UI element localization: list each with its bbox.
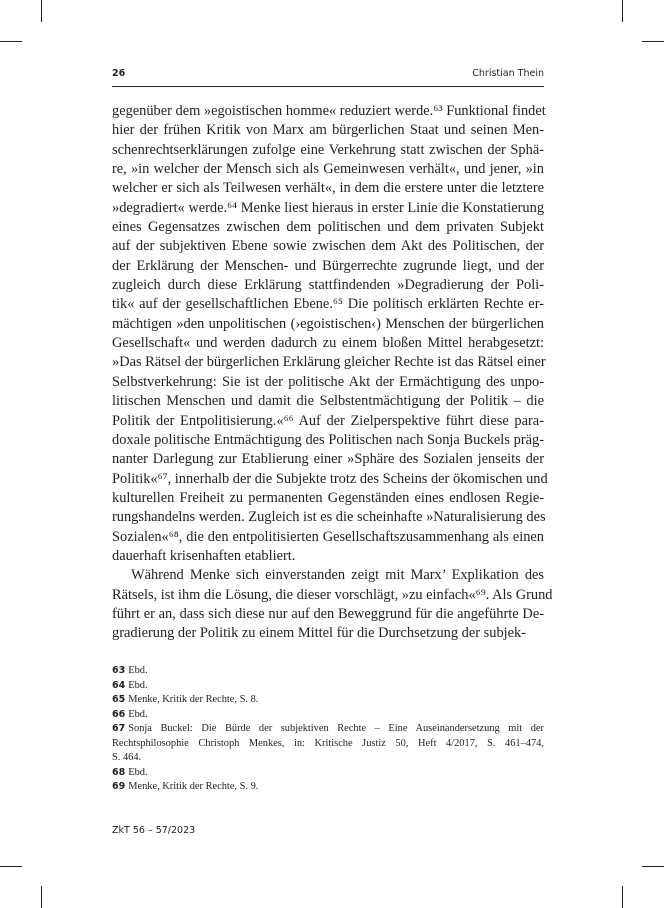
footnote-text: Menke, Kritik der Rechte, S. 8. xyxy=(128,694,259,705)
crop-mark xyxy=(622,0,623,22)
header-rule xyxy=(112,86,544,87)
footnote-number: 66 xyxy=(112,708,126,720)
running-head-author: Christian Thein xyxy=(472,68,544,79)
footnote-number: 64 xyxy=(112,679,126,691)
body-line: tik« auf der gesellschaftlichen Ebene.⁶⁵ Die politisch erklärten Rechte er- xyxy=(112,296,544,313)
footnote-line xyxy=(112,693,544,708)
body-line: welcher er sich als Teilwesen verhält«, in dem die erstere unter die letztere xyxy=(112,180,544,197)
footnote-line xyxy=(112,722,544,737)
body-line: hier der frühen Kritik von Marx am bürgerlichen Staat und seinen Men- xyxy=(112,122,544,139)
body-line: zugleich durch diese Erklärung stattfindenden »Degradierung der Poli- xyxy=(112,277,544,294)
body-line: doxale politische Entmächtigung des Politischen nach Sonja Buckels präg- xyxy=(112,431,544,448)
body-line: gradierung der Politik zu einem Mittel für die Durchsetzung der subjek- xyxy=(112,625,527,642)
body-line: gegenüber dem »egoistischen homme« reduziert werde.⁶³ Funktional findet xyxy=(112,103,546,119)
body-line: der Erklärung der Menschen- und Bürgerrechte zugrunde liegt, und der xyxy=(112,257,544,274)
footnote-line xyxy=(112,708,544,723)
footnote-text: S. 464. xyxy=(112,752,142,763)
body-line: litischen Menschen und damit die Selbstentmächtigung der Politik – die xyxy=(112,393,544,410)
footnote-text: Ebd. xyxy=(128,708,148,720)
footnote-text: Sonja Buckel: Die Bürde der subjektiven Rechte – Eine Auseinandersetzung mit der xyxy=(128,723,544,734)
body-line: mächtigen »den unpolitischen (›egoistischen‹) Menschen der bürgerlichen xyxy=(112,315,544,332)
body-line: »degradiert« werde.⁶⁴ Menke liest hieraus in erster Linie die Konstatierung xyxy=(112,199,545,216)
body-line: führt er an, dass sich diese nur auf den Beweggrund für die angeführte De- xyxy=(112,605,544,622)
footnote-line xyxy=(112,737,544,752)
body-line: Gesellschaft« und werden dadurch zu einem bloßen Mittel herabgesetzt: xyxy=(112,335,544,352)
body-line: kulturellen Freiheit zu permanenten Gegenständen eines endlosen Regie- xyxy=(112,489,544,506)
crop-mark xyxy=(642,866,664,867)
footnote xyxy=(112,664,544,679)
footnote-text: Ebd. xyxy=(128,679,148,691)
page-number: 26 xyxy=(112,68,126,79)
body-line: schenrechtserklärungen zufolge eine Verkehrung statt zwischen der Sphä- xyxy=(112,141,544,158)
crop-mark xyxy=(622,886,623,908)
footnote xyxy=(112,693,544,708)
footnote-number: 69 xyxy=(112,781,126,792)
footnote xyxy=(112,780,544,795)
footnotes xyxy=(112,664,544,795)
body-line: »Das Rätsel der bürgerlichen Erklärung gleicher Rechte ist das Rätsel einer xyxy=(112,354,546,371)
footnote xyxy=(112,679,544,694)
footnote-line xyxy=(112,664,544,679)
footnote-number: 63 xyxy=(112,665,126,676)
crop-mark xyxy=(41,0,42,22)
footnote xyxy=(112,722,544,766)
footnote xyxy=(112,708,544,723)
body-line: eines Gegensatzes zwischen dem politischen und dem privaten Subjekt xyxy=(112,219,544,236)
footnote-line xyxy=(112,780,544,795)
footnote-line xyxy=(112,751,544,766)
footnote-text: Rechtsphilosophie Christoph Menkes, in: Kritische Justiz 50, Heft 4/2017, S. 461–474, xyxy=(112,737,544,749)
crop-mark xyxy=(642,41,664,42)
body-line: nanter Darlegung zur Etablierung einer »Sphäre des Sozialen jenseits der xyxy=(112,451,544,468)
crop-mark xyxy=(0,41,22,42)
body-line: Politik«⁶⁷, innerhalb der die Subjekte trotz des Scheins der ökomischen und xyxy=(112,470,548,487)
body-line: auf der subjektiven Ebene sowie zwischen dem Akt des Politischen, der xyxy=(112,238,544,255)
body-line: dauerhaft krisenhaften etabliert. xyxy=(112,547,296,564)
body-text xyxy=(112,102,553,644)
crop-mark xyxy=(0,866,22,867)
footnote-text: Menke, Kritik der Rechte, S. 9. xyxy=(128,781,259,792)
footnote-text: Ebd. xyxy=(128,665,148,676)
page-footer: ZkT 56 – 57/2023 xyxy=(112,825,196,836)
body-line: Rätsels, ist ihm die Lösung, die dieser vorschlägt, »zu einfach«⁶⁹. Als Grund xyxy=(112,586,553,603)
footnote-number: 68 xyxy=(112,766,126,778)
footnote-number: 67 xyxy=(112,723,126,734)
footnote-number: 65 xyxy=(112,694,126,705)
body-line: Politik der Entpolitisierung.«⁶⁶ Auf der Zielperspektive führt diese para- xyxy=(112,412,544,429)
page-header xyxy=(112,68,544,84)
body-line: Selbstverkehrung: Sie ist der politische Akt der Ermächtigung des unpo- xyxy=(112,373,544,390)
footnote-line xyxy=(112,766,544,781)
footnote xyxy=(112,766,544,781)
footnote-text: Ebd. xyxy=(128,766,148,778)
body-line: Sozialen«⁶⁸, die den entpolitisierten Gesellschaftszusammenhang als einen xyxy=(112,528,544,545)
body-line: rungshandelns werden. Zugleich ist es die scheinhafte »Naturalisierung des xyxy=(112,509,546,526)
body-line: Während Menke sich einverstanden zeigt mit Marx’ Explikation des xyxy=(131,567,544,584)
body-line: re, »in welcher der Mensch sich als Gemeinwesen verhält«, und jener, »in xyxy=(112,161,544,178)
footnote-line xyxy=(112,679,544,694)
crop-mark xyxy=(41,886,42,908)
